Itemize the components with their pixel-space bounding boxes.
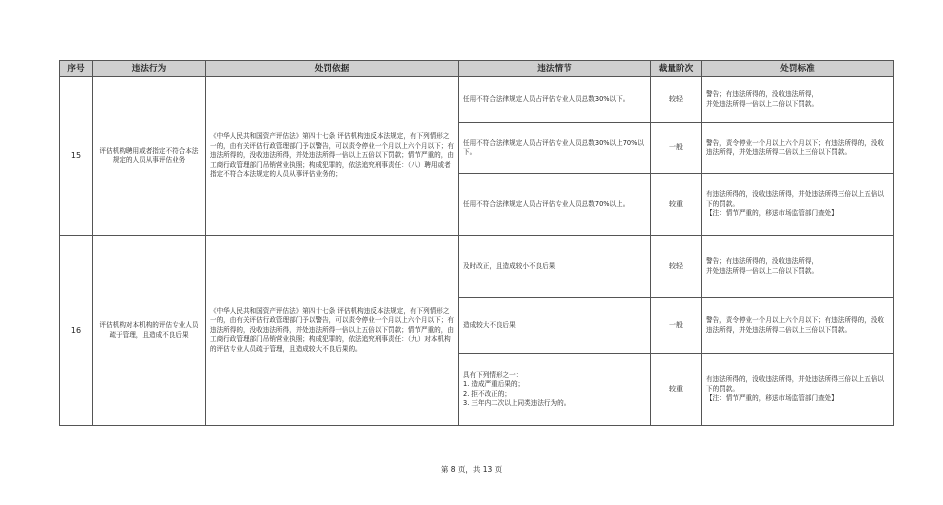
penalty-standard: 警告；有违法所得的，没收违法所得， 并处违法所得一倍以上二倍以下罚款。 [702, 236, 894, 298]
penalty-standards-table [59, 60, 894, 426]
discretion-level: 较轻 [651, 236, 702, 298]
violation-behavior: 评估机构聘用或者指定不符合本法规定的人员从事评估业务 [93, 77, 206, 236]
discretion-level: 一般 [651, 298, 702, 354]
penalty-basis: 《中华人民共和国资产评估法》第四十七条 评估机构违反本法规定，有下列情形之一的，由有关评估行政管理部门予以警告，可以责令停业一个月以上六个月以下；有违法所得的，没收违法所得，并处违法所得一倍以上五倍以下罚款；情节严重的，由工商行政管理部门吊销营业执照；构成犯罪的，依法追究刑事责任：（八）聘用或者指定不符合本法规定的人员从事评估业务的； [206, 77, 459, 236]
header-no: 序号 [60, 61, 93, 77]
penalty-basis: 《中华人民共和国资产评估法》第四十七条 评估机构违反本法规定，有下列情形之一的，由有关评估行政管理部门予以警告，可以责令停业一个月以上六个月以下；有违法所得的，没收违法所得，并处违法所得一倍以上五倍以下罚款；情节严重的，由工商行政管理部门吊销营业执照；构成犯罪的，依法追究刑事责任：（九）对本机构的评估专业人员疏于管理，且造成较大不良后果的。 [206, 236, 459, 426]
penalty-standard: 警告，责令停业一个月以上六个月以下；有违法所得的，没收违法所得，并处违法所得二倍以上三倍以下罚款。 [702, 298, 894, 354]
penalty-standard: 警告，责令停业一个月以上六个月以下；有违法所得的，没收违法所得，并处违法所得二倍以上三倍以下罚款。 [702, 123, 894, 174]
discretion-level: 较轻 [651, 77, 702, 123]
violation-circumstance: 及时改正，且造成较小不良后果 [459, 236, 651, 298]
table-row [60, 77, 894, 123]
table-row [60, 236, 894, 298]
row-number: 15 [60, 77, 93, 236]
page-footer: 第 8 页，共 13 页 [440, 465, 503, 474]
penalty-standard: 有违法所得的，没收违法所得，并处违法所得三倍以上五倍以下的罚款。 【注：情节严重的，移送市场监管部门查处】 [702, 174, 894, 236]
discretion-level: 一般 [651, 123, 702, 174]
header-level: 裁量阶次 [651, 61, 702, 77]
discretion-level: 较重 [651, 354, 702, 426]
header-basis: 处罚依据 [206, 61, 459, 77]
violation-circumstance: 具有下列情形之一： 1. 造成严重后果的； 2. 拒不改正的； 3. 三年内二次以上同类违法行为的。 [459, 354, 651, 426]
header-standard: 处罚标准 [702, 61, 894, 77]
header-behavior: 违法行为 [93, 61, 206, 77]
violation-circumstance: 任用不符合法律规定人员占评估专业人员总数30%以下。 [459, 77, 651, 123]
table-header-row [60, 61, 894, 77]
row-number: 16 [60, 236, 93, 426]
violation-circumstance: 任用不符合法律规定人员占评估专业人员总数30%以上70%以下。 [459, 123, 651, 174]
penalty-standard: 警告；有违法所得的，没收违法所得， 并处违法所得一倍以上二倍以下罚款。 [702, 77, 894, 123]
penalty-standard: 有违法所得的，没收违法所得，并处违法所得三倍以上五倍以下的罚款。 【注：情节严重的，移送市场监管部门查处】 [702, 354, 894, 426]
discretion-level: 较重 [651, 174, 702, 236]
header-circumstance: 违法情节 [459, 61, 651, 77]
violation-circumstance: 任用不符合法律规定人员占评估专业人员总数70%以上。 [459, 174, 651, 236]
violation-behavior: 评估机构对本机构的评估专业人员疏于管理，且造成不良后果 [93, 236, 206, 426]
violation-circumstance: 造成较大不良后果 [459, 298, 651, 354]
